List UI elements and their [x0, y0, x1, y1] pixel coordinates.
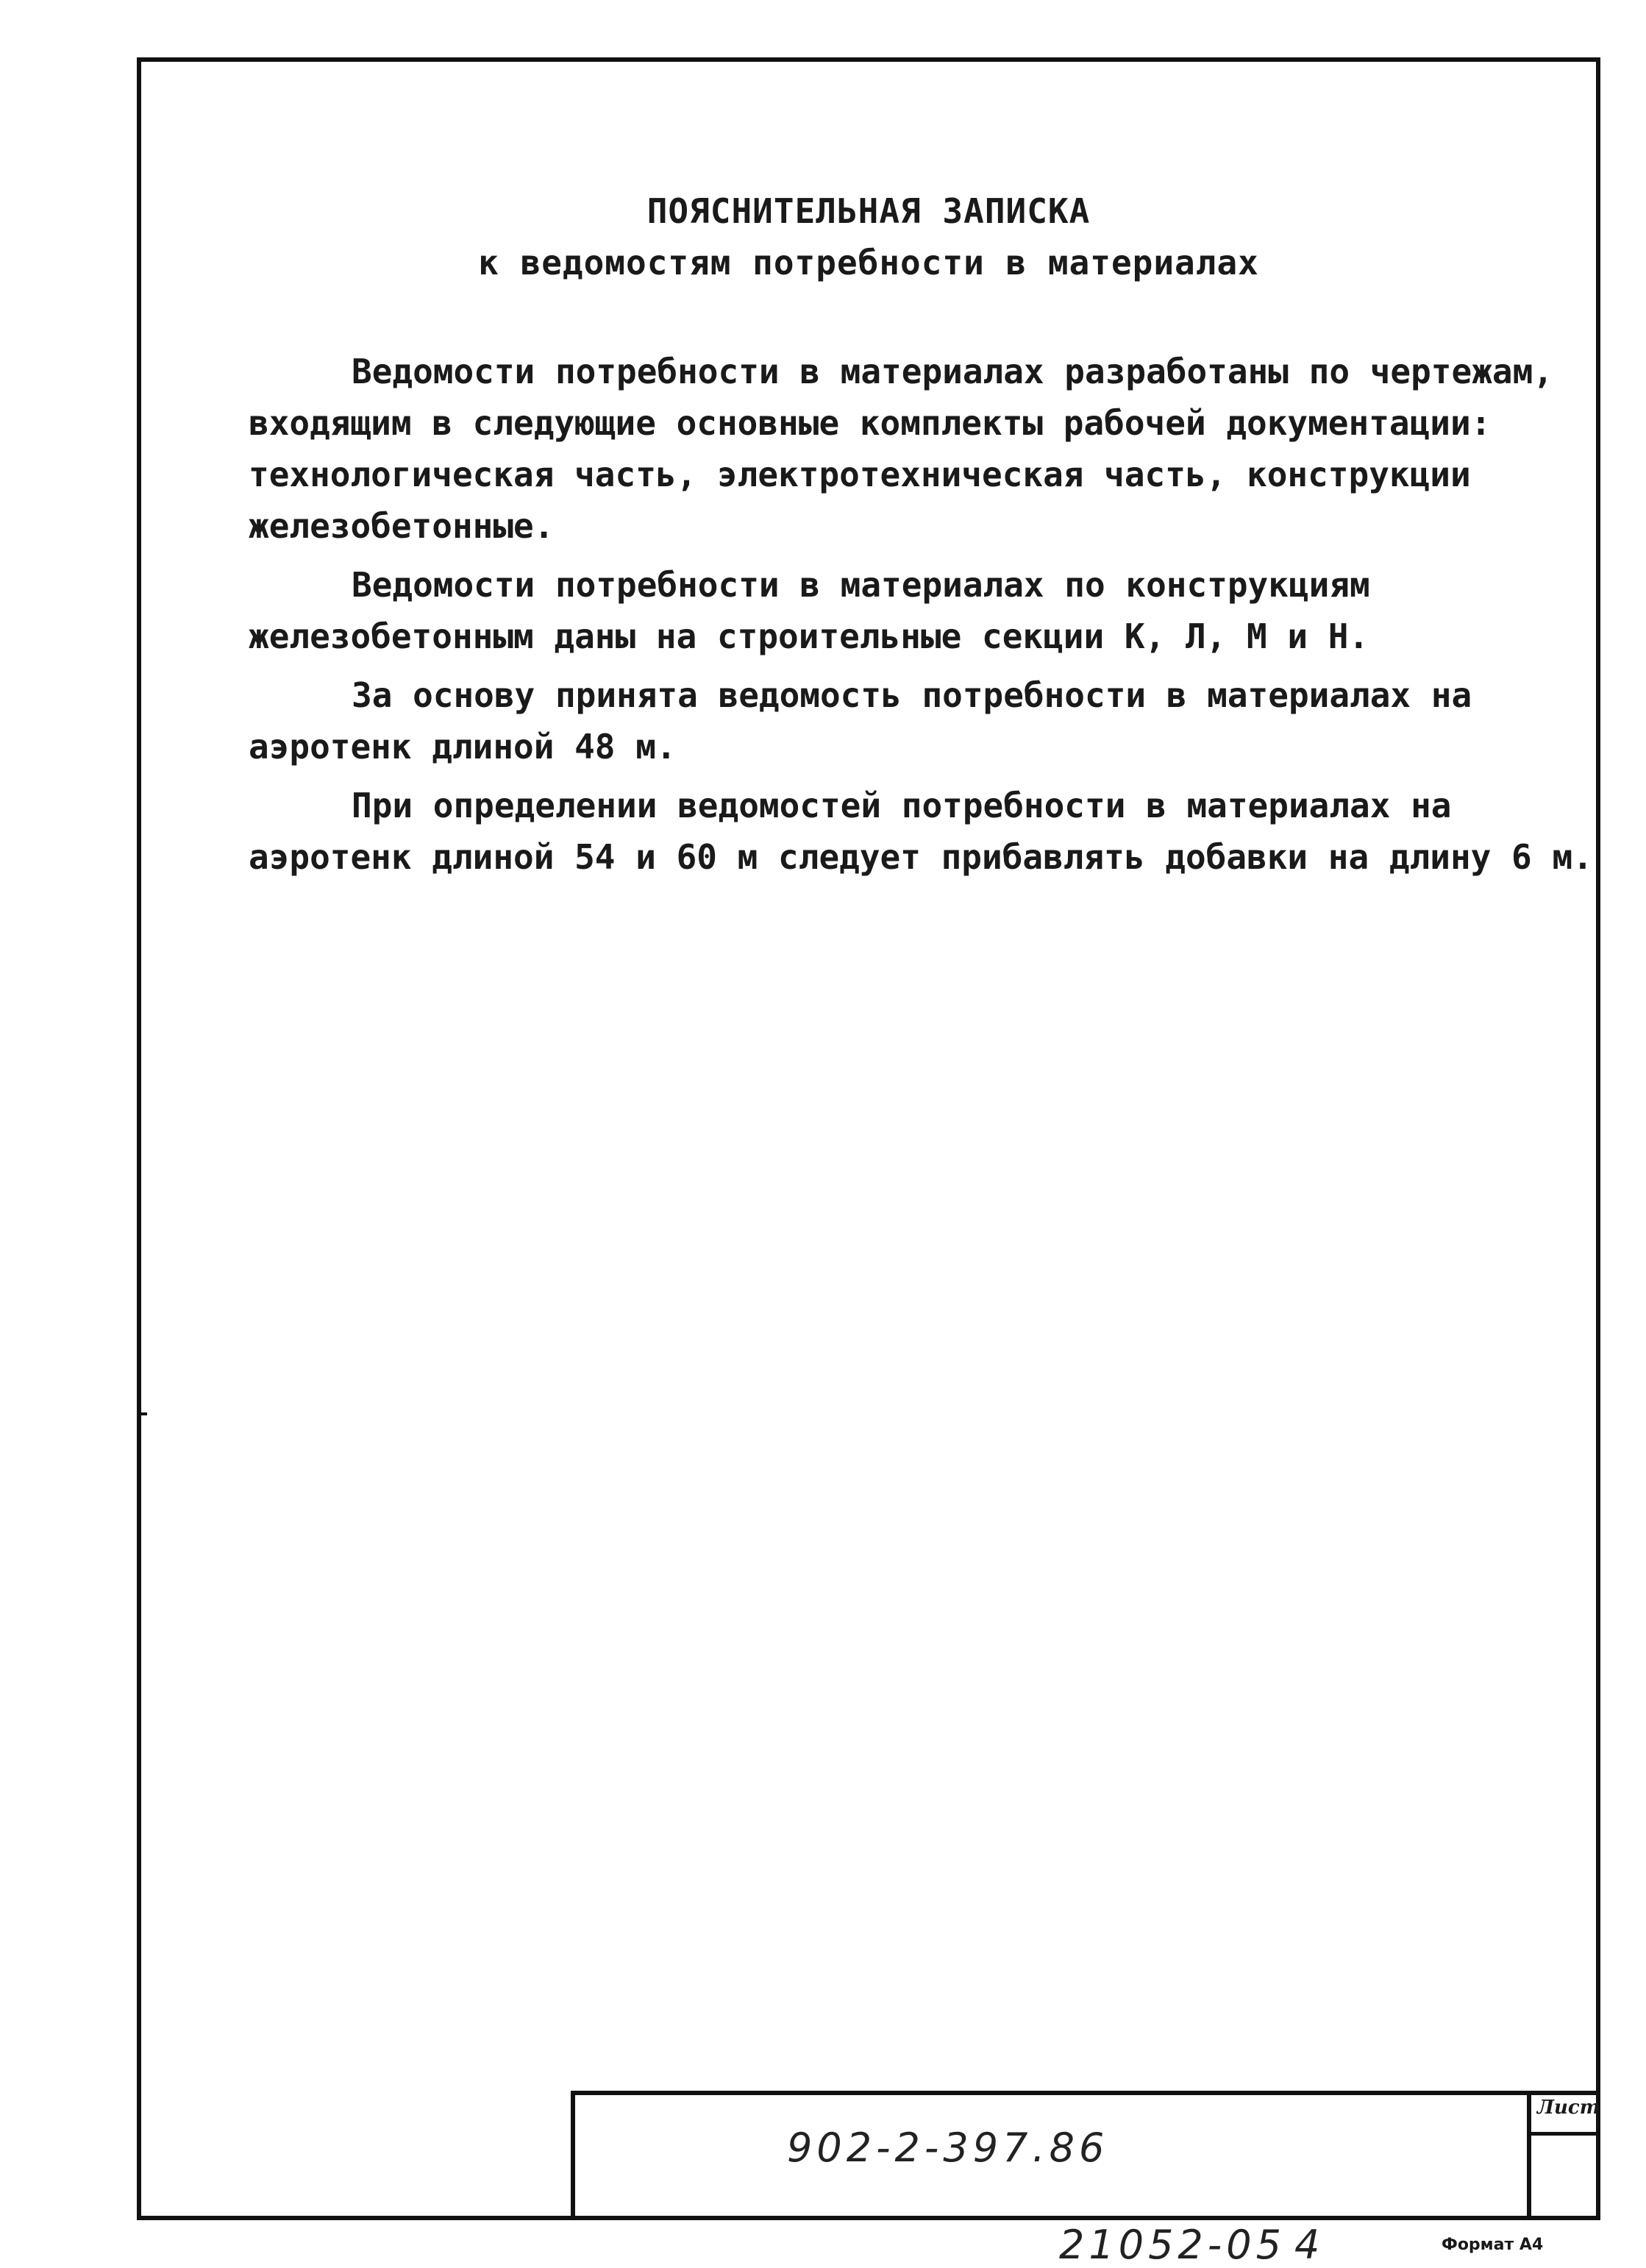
format-label: Формат А4 — [1442, 2236, 1544, 2254]
inventory-number: 21052-05 — [1059, 2222, 1286, 2268]
sheet-box-divider — [1527, 2132, 1600, 2136]
paragraph-4: При определении ведомостей потребности в материалах на аэротенк длиной 54 и 60 м следует прибавлять добавки на длину 6 м. — [249, 786, 1593, 877]
margin-tick-mark — [137, 1412, 147, 1415]
paragraph-3: За основу принята ведомость потребности в материалах на аэротенк длиной 48 м. — [249, 675, 1472, 767]
paragraph-1: Ведомости потребности в материалах разработаны по чертежам, входящим в следующие основные комплекты рабочей документации: технологическая часть, электротехническая часть, конструкции железобетонные. — [249, 352, 1553, 546]
document-designation: 902-2-397.86 — [787, 2125, 1109, 2171]
document-subtitle: к ведомостям потребности в материалах — [478, 243, 1259, 282]
paragraph-2: Ведомости потребности в материалах по конструкциям железобетонным даны на строительные секции К, Л, М и Н. — [249, 565, 1370, 656]
sheet-label: Лист — [1537, 2097, 1600, 2119]
sheet-number: 4 — [1294, 2222, 1320, 2268]
document-title: ПОЯСНИТЕЛЬНАЯ ЗАПИСКА — [646, 191, 1091, 231]
